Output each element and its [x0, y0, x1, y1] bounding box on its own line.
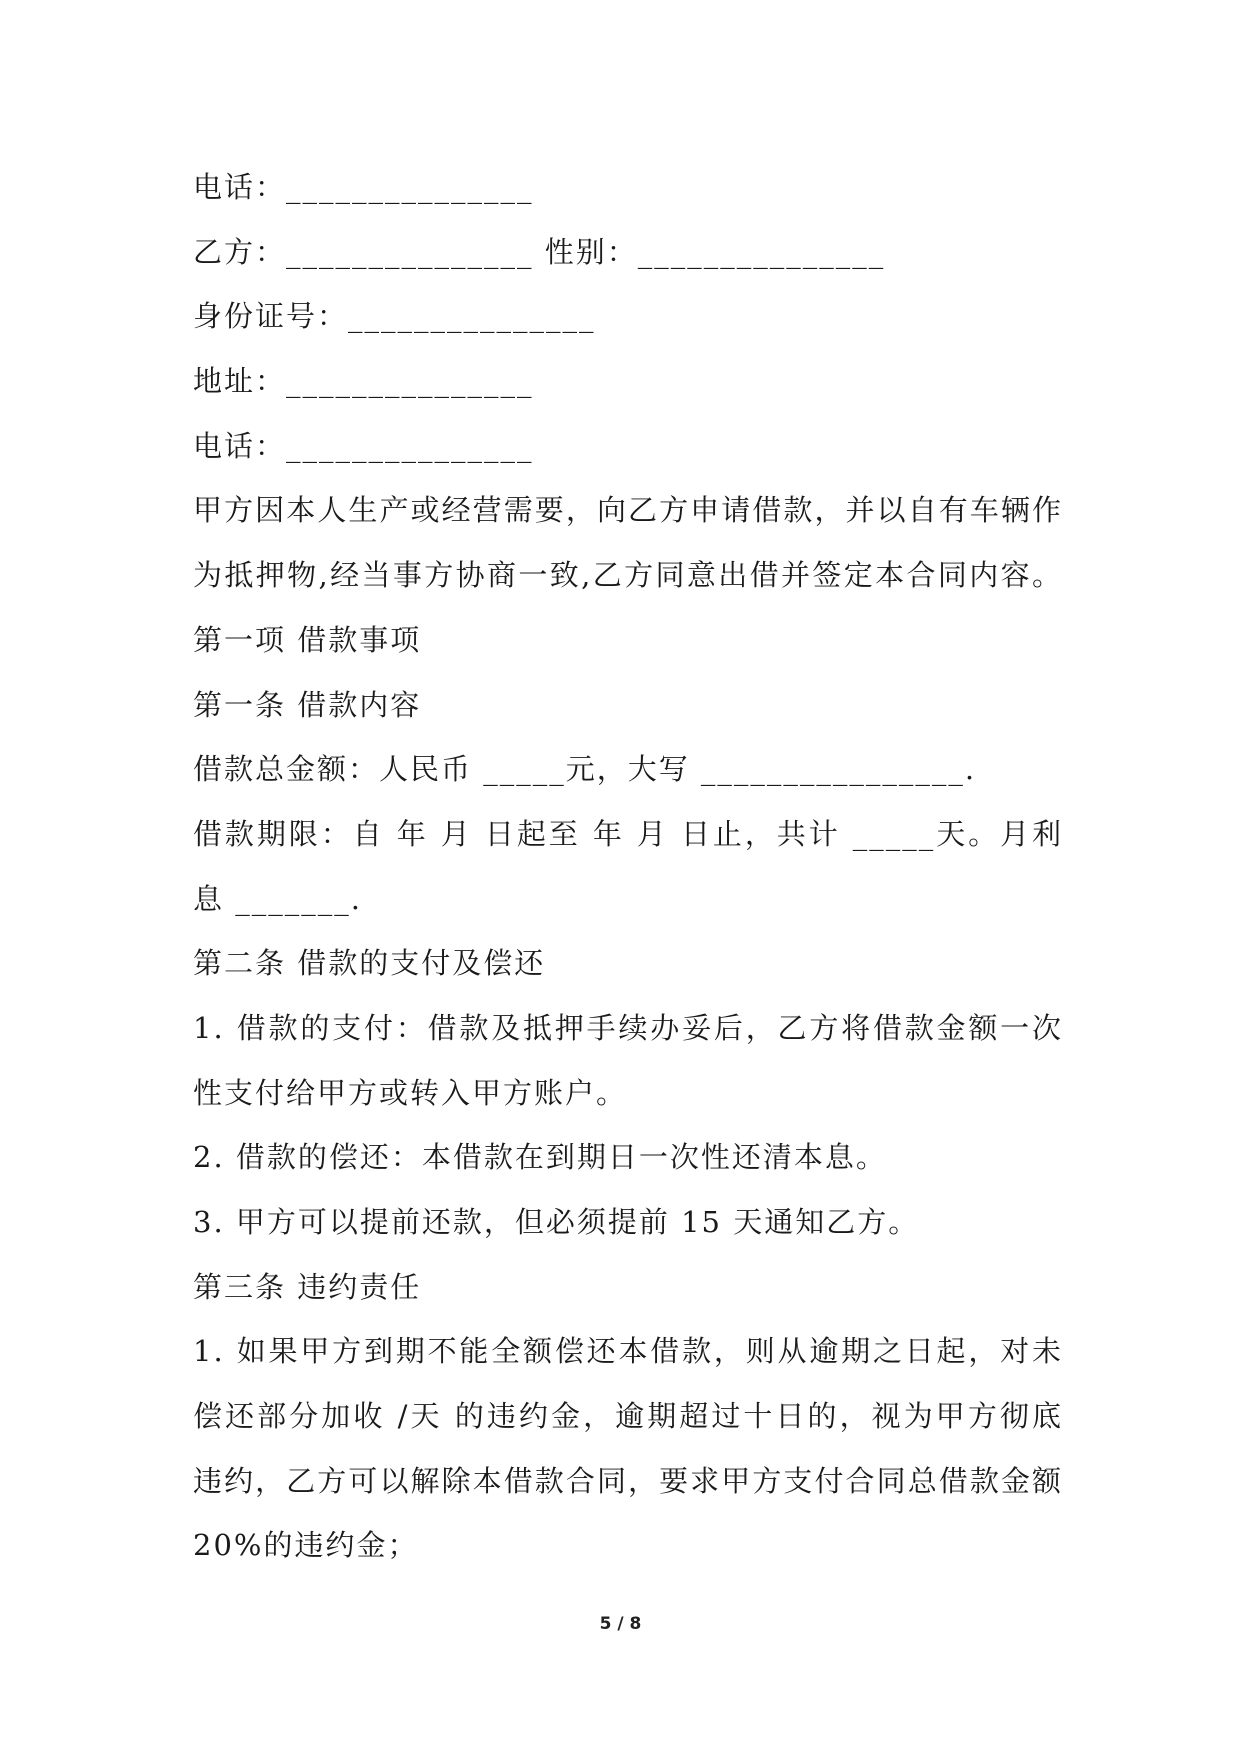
phone-line-party-b: 电话：_______________ — [193, 428, 534, 463]
section-heading-1: 第一项 借款事项 — [193, 622, 422, 657]
interest-line: 息 _______. — [193, 881, 362, 916]
loan-term-line: 借款期限：自 年 月 日起至 年 月 日止，共计 _____天。月利 — [193, 816, 1063, 851]
payment-clause-line-2: 性支付给甲方或转入甲方账户。 — [193, 1075, 628, 1110]
breach-clause-line-3: 违约，乙方可以解除本借款合同，要求甲方支付合同总借款金额 — [193, 1463, 1063, 1498]
page-number: 5 / 8 — [599, 1614, 642, 1634]
breach-clause-line-4: 20%的违约金； — [193, 1528, 419, 1563]
payment-clause-line-1: 1. 借款的支付：借款及抵押手续办妥后，乙方将借款金额一次 — [193, 1010, 1063, 1045]
preamble-line-2: 为抵押物,经当事方协商一致,乙方同意出借并签定本合同内容。 — [193, 558, 1063, 593]
breach-clause-line-1: 1. 如果甲方到期不能全额偿还本借款，则从逾期之日起，对未 — [193, 1334, 1063, 1369]
document-body — [193, 155, 1063, 1578]
article-heading-3: 第三条 违约责任 — [193, 1269, 422, 1304]
repayment-clause-line: 2. 借款的偿还：本借款在到期日一次性还清本息。 — [193, 1140, 887, 1175]
preamble-line-1: 甲方因本人生产或经营需要，向乙方申请借款，并以自有车辆作 — [193, 493, 1063, 528]
breach-clause-line-2: 偿还部分加收 /天 的违约金，逾期超过十日的，视为甲方彻底 — [193, 1399, 1063, 1434]
article-heading-2: 第二条 借款的支付及偿还 — [193, 946, 546, 981]
article-heading-1: 第一条 借款内容 — [193, 687, 422, 722]
early-repayment-clause-line: 3. 甲方可以提前还款，但必须提前 15 天通知乙方。 — [193, 1205, 920, 1239]
party-b-gender-line: 乙方：_______________ 性别：_______________ — [193, 234, 886, 269]
loan-amount-line: 借款总金额：人民币 _____元，大写 ________________. — [193, 752, 977, 787]
phone-line-party-a: 电话：_______________ — [193, 170, 534, 204]
id-number-line: 身份证号：_______________ — [193, 299, 596, 334]
address-line: 地址：_______________ — [193, 364, 534, 399]
